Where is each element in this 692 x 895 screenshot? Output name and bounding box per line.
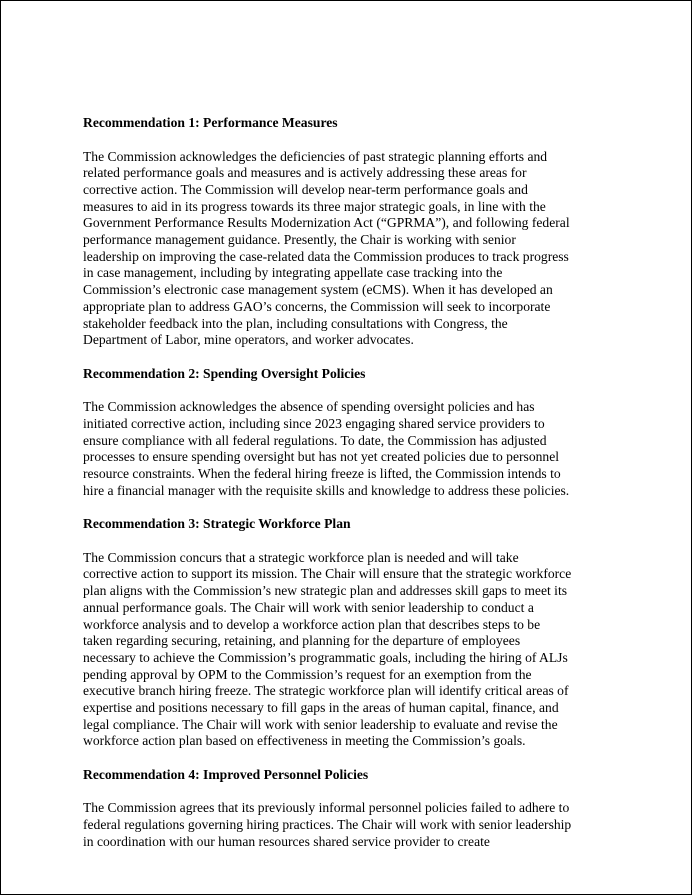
text-line: in coordination with our human resources shared service provider to create bbox=[83, 833, 490, 849]
text-line: Department of Labor, mine operators, and worker advocates. bbox=[83, 332, 414, 348]
text-line: The Commission agrees that its previously informal personnel policies failed to adhere to bbox=[83, 800, 570, 816]
text-line: pending approval by OPM to the Commission’s request for an exemption from the bbox=[83, 666, 532, 682]
text-line: legal compliance. The Chair will work with senior leadership to evaluate and revise the bbox=[83, 716, 558, 732]
text-line: hire a financial manager with the requisite skills and knowledge to address these policies. bbox=[83, 482, 570, 498]
text-line: initiated corrective action, including since 2023 engaging shared service providers to bbox=[83, 415, 545, 431]
section-heading: Recommendation 4: Improved Personnel Policies bbox=[83, 766, 369, 782]
text-line: appropriate plan to address GAO’s concerns, the Commission will seek to incorporate bbox=[83, 298, 551, 314]
section-recommendation-1 bbox=[83, 115, 575, 349]
text-line: performance management guidance. Presently, the Chair is working with senior bbox=[83, 232, 516, 248]
section-recommendation-4 bbox=[83, 767, 575, 851]
text-line: in case management, including by integrating appellate case tracking into the bbox=[83, 265, 503, 281]
text-line: taken regarding securing, retaining, and planning for the departure of employees bbox=[83, 633, 521, 649]
text-line: ensure compliance with all federal regulations. To date, the Commission has adjusted bbox=[83, 432, 547, 448]
text-line: plan aligns with the Commission’s new strategic plan and addresses skill gaps to meet its bbox=[83, 583, 568, 599]
section-paragraph bbox=[83, 800, 575, 850]
section-paragraph bbox=[83, 550, 575, 750]
section-paragraph bbox=[83, 149, 575, 349]
text-line: corrective action. The Commission will develop near-term performance goals and bbox=[83, 181, 528, 197]
section-heading: Recommendation 2: Spending Oversight Policies bbox=[83, 365, 366, 381]
text-line: The Commission acknowledges the absence of spending oversight policies and has bbox=[83, 399, 535, 415]
text-line: annual performance goals. The Chair will work with senior leadership to conduct a bbox=[83, 599, 534, 615]
section-paragraph bbox=[83, 399, 575, 499]
text-line: Commission’s electronic case management system (eCMS). When it has developed an bbox=[83, 282, 553, 298]
section-recommendation-2 bbox=[83, 366, 575, 500]
section-recommendation-3 bbox=[83, 516, 575, 750]
text-line: expertise and positions necessary to fill gaps in the areas of human capital, finance, and bbox=[83, 700, 559, 716]
section-heading: Recommendation 1: Performance Measures bbox=[83, 115, 338, 130]
text-line: stakeholder feedback into the plan, including consultations with Congress, the bbox=[83, 315, 508, 331]
text-line: federal regulations governing hiring practices. The Chair will work with senior leadership bbox=[83, 817, 572, 833]
text-line: The Commission concurs that a strategic workforce plan is needed and will take bbox=[83, 549, 519, 565]
text-line: leadership on improving the case-related data the Commission produces to track progress bbox=[83, 248, 569, 264]
text-line: corrective action to support its mission. The Chair will ensure that the strategic workforce bbox=[83, 566, 572, 582]
text-line: The Commission acknowledges the deficiencies of past strategic planning efforts and bbox=[83, 148, 548, 164]
text-line: measures to aid in its progress towards its three major strategic goals, in line with the bbox=[83, 198, 546, 214]
text-line: Government Performance Results Modernization Act (“GPRMA”), and following federal bbox=[83, 215, 570, 231]
text-line: necessary to achieve the Commission’s programmatic goals, including the hiring of ALJs bbox=[83, 649, 568, 665]
text-line: resource constraints. When the federal hiring freeze is lifted, the Commission intends to bbox=[83, 466, 561, 482]
text-line: workforce analysis and to develop a workforce action plan that describes steps to be bbox=[83, 616, 541, 632]
text-line: related performance goals and measures and is actively addressing these areas for bbox=[83, 165, 527, 181]
text-line: workforce action plan based on effectiveness in meeting the Commission’s goals. bbox=[83, 733, 526, 749]
document-body bbox=[83, 115, 575, 867]
text-line: processes to ensure spending oversight but has not yet created policies due to personnel bbox=[83, 449, 560, 465]
section-heading: Recommendation 3: Strategic Workforce Plan bbox=[83, 516, 351, 532]
text-line: executive branch hiring freeze. The strategic workforce plan will identify critical areas of bbox=[83, 683, 569, 699]
